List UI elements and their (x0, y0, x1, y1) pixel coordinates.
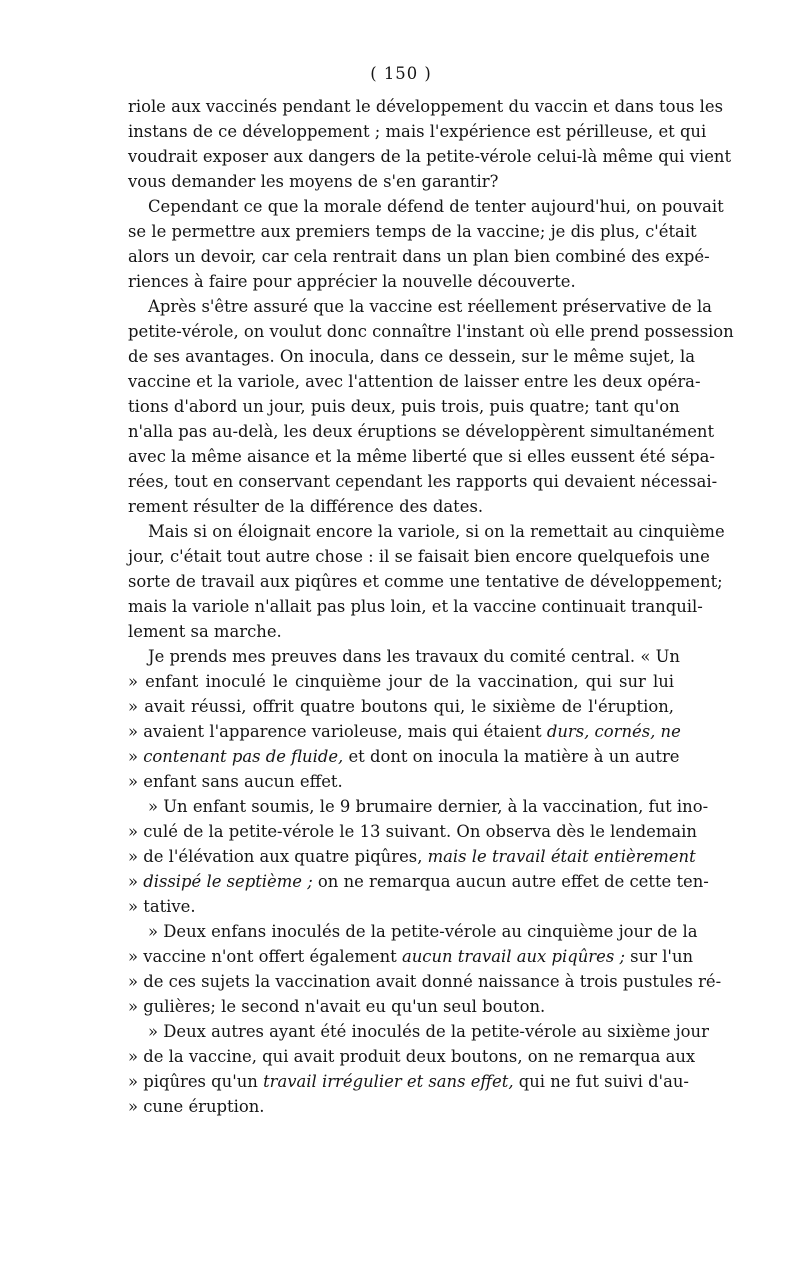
text-line: alors un devoir, car cela rentrait dans un plan bien combiné des expé- (128, 247, 710, 266)
text-line: riences à faire pour apprécier la nouvelle découverte. (128, 272, 576, 291)
text-line: vous demander les moyens de s'en garantir? (128, 172, 499, 191)
text-line (128, 719, 681, 744)
text-line (128, 969, 722, 994)
quoted-paragraph (128, 1019, 709, 1119)
paragraph (128, 194, 724, 294)
text-line: petite-vérole, on voulut donc connaître l'instant où elle prend possession (128, 322, 734, 341)
text-run: » Deux autres ayant été inoculés de la petite-vérole au sixième jour (148, 1022, 709, 1041)
text-line: mais la variole n'allait pas plus loin, et la vaccine continuait tranquil- (128, 597, 703, 616)
text-line (128, 994, 674, 1019)
text-run: » de l'élévation aux quatre piqûres, (128, 847, 428, 866)
text-line (128, 1044, 696, 1069)
text-line (128, 669, 674, 694)
text-line (128, 744, 680, 769)
italic-run: aucun travail aux piqûres ; (401, 947, 625, 966)
text-line: rées, tout en conservant cependant les rapports qui devaient nécessai- (128, 472, 718, 491)
text-line: instans de ce développement ; mais l'expérience est périlleuse, et qui (128, 122, 707, 141)
text-line (128, 794, 709, 819)
text-run: Je prends mes preuves dans les travaux du comité central. « Un (148, 647, 680, 666)
text-line: voudrait exposer aux dangers de la petite-vérole celui-là même qui vient (128, 147, 732, 166)
text-line (128, 894, 674, 919)
quoted-paragraph (128, 919, 722, 1019)
text-line (128, 919, 698, 944)
page-number: ( 150 ) (370, 64, 432, 83)
text-run: » avait réussi, offrit quatre boutons qui, le sixième de l'éruption, (128, 697, 674, 716)
text-run: » tative. (128, 897, 196, 916)
italic-run: mais le travail était entièrement (427, 847, 696, 866)
text-run: » (128, 872, 144, 891)
text-line: riole aux vaccinés pendant le développement du vaccin et dans tous les (128, 97, 724, 116)
quoted-paragraph (128, 794, 709, 919)
text-line (128, 1069, 689, 1094)
text-run: » vaccine n'ont offert également (128, 947, 402, 966)
text-line (128, 1019, 709, 1044)
text-line: Cependant ce que la morale défend de tenter aujourd'hui, on pouvait (148, 197, 724, 216)
text-line: tions d'abord un jour, puis deux, puis trois, puis quatre; tant qu'on (128, 397, 680, 416)
text-run: » cune éruption. (128, 1097, 265, 1116)
text-run: » (128, 747, 144, 766)
italic-run: dissipé le septième ; (143, 872, 313, 891)
text-line (128, 694, 674, 719)
text-run: on ne remarqua aucun autre effet de cette ten- (312, 872, 709, 891)
text-run: et dont on inocula la matière à un autre (343, 747, 680, 766)
text-line (128, 844, 696, 869)
text-line: se le permettre aux premiers temps de la vaccine; je dis plus, c'était (128, 222, 697, 241)
body-text (128, 94, 734, 1119)
text-run: » enfant sans aucun effet. (128, 772, 343, 791)
text-run: qui ne fut suivi d'au- (513, 1072, 689, 1091)
text-line (128, 819, 697, 844)
text-line: rement résulter de la différence des dates. (128, 497, 484, 516)
text-run: » enfant inoculé le cinquième jour de la vaccination, qui sur lui (128, 672, 674, 691)
italic-run: durs, cornés, ne (546, 722, 681, 741)
paragraph (128, 519, 725, 644)
book-page (128, 60, 734, 1119)
text-run: » de la vaccine, qui avait produit deux boutons, on ne remarqua aux (128, 1047, 696, 1066)
text-line: lement sa marche. (128, 622, 282, 641)
text-line: sorte de travail aux piqûres et comme une tentative de développement; (128, 572, 723, 591)
text-line: vaccine et la variole, avec l'attention de laisser entre les deux opéra- (128, 372, 701, 391)
text-run: » culé de la petite-vérole le 13 suivant. On observa dès le lendemain (128, 822, 697, 841)
text-line (128, 1094, 674, 1119)
text-line (128, 769, 674, 794)
text-line (128, 869, 709, 894)
italic-run: travail irrégulier et sans effet, (263, 1072, 514, 1091)
text-run: » Deux enfans inoculés de la petite-vérole au cinquième jour de la (148, 922, 698, 941)
text-line: avec la même aisance et la même liberté que si elles eussent été sépa- (128, 447, 715, 466)
italic-run: contenant pas de fluide, (143, 747, 344, 766)
text-run: » avaient l'apparence varioleuse, mais qui étaient (128, 722, 547, 741)
text-line: de ses avantages. On inocula, dans ce dessein, sur le même sujet, la (128, 347, 696, 366)
text-line (128, 944, 694, 969)
text-run: sur l'un (624, 947, 694, 966)
text-line: n'alla pas au-delà, les deux éruptions se développèrent simultanément (128, 422, 715, 441)
text-line: jour, c'était tout autre chose : il se faisait bien encore quelquefois une (128, 547, 710, 566)
text-run: » piqûres qu'un (128, 1072, 264, 1091)
quoted-paragraph (128, 644, 681, 794)
text-run: » gulières; le second n'avait eu qu'un seul bouton. (128, 997, 546, 1016)
paragraph (128, 294, 734, 519)
text-line: Après s'être assuré que la vaccine est réellement préservative de la (148, 297, 712, 316)
paragraph (128, 94, 732, 194)
text-line (128, 644, 680, 669)
text-run: » de ces sujets la vaccination avait donné naissance à trois pustules ré- (128, 972, 722, 991)
text-run: » Un enfant soumis, le 9 brumaire dernier, à la vaccination, fut ino- (148, 797, 709, 816)
text-line: Mais si on éloignait encore la variole, si on la remettait au cinquième (148, 522, 725, 541)
